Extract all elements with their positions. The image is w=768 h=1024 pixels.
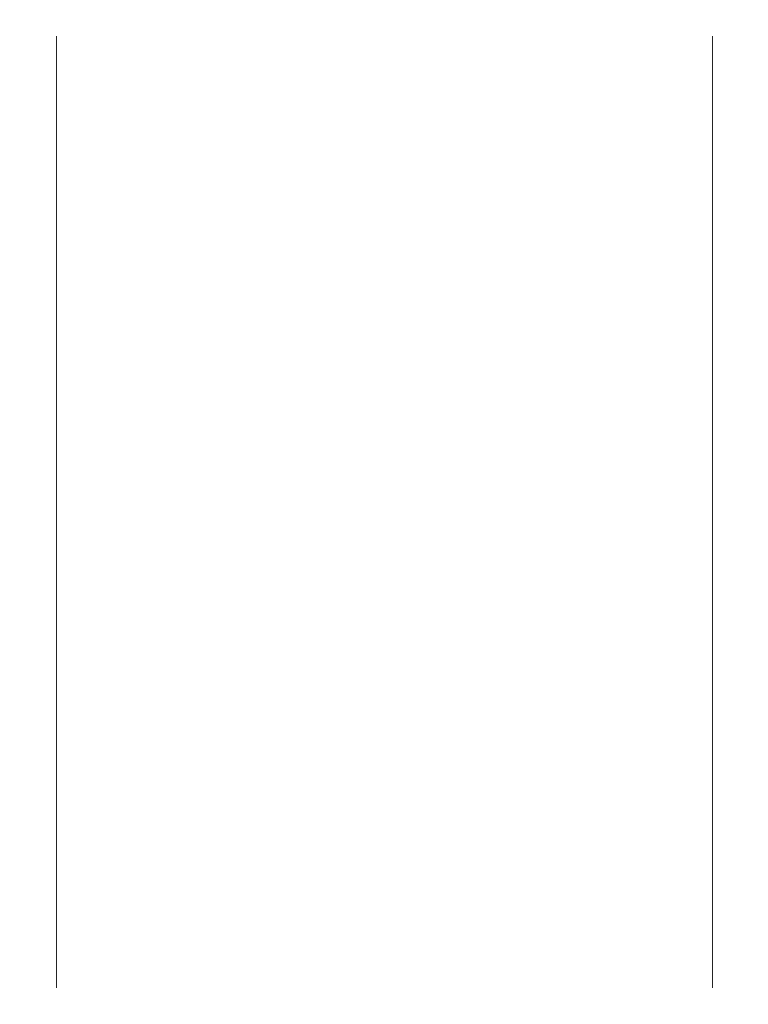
quote-line	[76, 341, 696, 357]
list-gap	[76, 75, 696, 84]
quote-line	[76, 261, 696, 277]
list-item-title	[76, 205, 696, 221]
list-gap	[76, 316, 696, 325]
list-item-title	[76, 84, 696, 100]
list-item-title	[76, 44, 696, 60]
transcript-content	[76, 44, 696, 357]
list-gap	[76, 156, 696, 165]
list-item-title	[76, 245, 696, 261]
list-item-title	[76, 325, 696, 341]
list-item-title	[76, 124, 696, 140]
first-quote-list	[76, 44, 696, 357]
list-gap	[76, 276, 696, 285]
quote-line	[76, 60, 696, 76]
list-gap	[76, 196, 696, 205]
quote-line	[76, 140, 696, 156]
list-item-title	[76, 165, 696, 181]
quote-line	[76, 100, 696, 116]
quote-line	[76, 301, 696, 317]
quote-line	[76, 220, 696, 236]
list-gap	[76, 236, 696, 245]
page-left-rule	[56, 36, 57, 988]
quote-line	[76, 180, 696, 196]
list-item-title	[76, 285, 696, 301]
list-gap	[76, 115, 696, 124]
page-right-rule	[712, 36, 713, 988]
